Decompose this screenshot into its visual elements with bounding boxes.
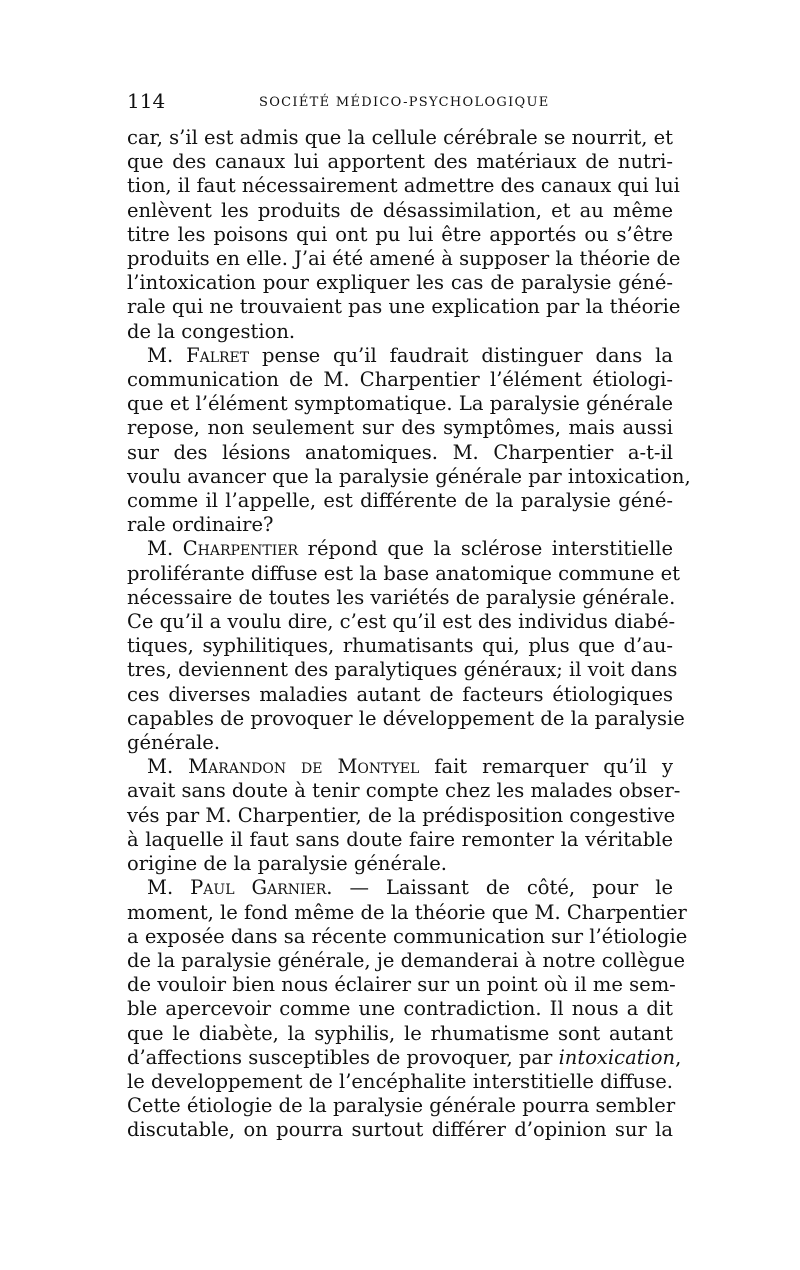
- text-line: [127, 199, 673, 223]
- text-line: [127, 1070, 673, 1094]
- speaker-title: M.: [147, 876, 191, 900]
- line-text: moment, le fond même de la théorie que M. Charpentier: [127, 900, 687, 924]
- speaker-name: Falret: [186, 343, 250, 367]
- text-line: [127, 585, 676, 610]
- line-text: sur des lésions anatomiques. M. Charpentier a-t-il: [127, 440, 673, 464]
- line-text: nécessaire de toutes les variétés de paralysie générale.: [127, 585, 676, 609]
- text-line: [127, 852, 673, 876]
- running-title: SOCIÉTÉ MÉDICO-PSYCHOLOGIQUE: [259, 95, 550, 110]
- text-line: [127, 344, 673, 368]
- text-line: [127, 610, 676, 634]
- line-text: discutable, on pourra surtout différer d’opinion sur la: [127, 1118, 673, 1142]
- text-line: [127, 634, 673, 658]
- line-text: communication de M. Charpentier l’élément étiologi-: [127, 368, 673, 392]
- line-text: Cette étiologie de la paralysie générale pourra sembler: [127, 1094, 676, 1118]
- text-line: [127, 900, 687, 925]
- line-text: le developpement de l’encéphalite interstitielle diffuse.: [127, 1069, 673, 1093]
- text-line: [127, 828, 673, 852]
- text-line: [127, 537, 673, 561]
- line-text: que des canaux lui apportent des matériaux de nutri-: [127, 150, 673, 174]
- line-text: comme il l’appelle, est différente de la paralysie géné-: [127, 489, 673, 513]
- line-text: tion, il faut nécessairement admettre des canaux qui lui: [127, 174, 680, 198]
- text-line: [127, 1045, 682, 1070]
- text-line: [127, 803, 676, 828]
- line-text: rale qui ne trouvaient pas une explication par la théorie: [127, 295, 681, 319]
- speaker-name: Charpentier: [182, 537, 299, 561]
- body-text: [127, 126, 691, 1143]
- line-text: de la paralysie générale, je demanderai à notre collègue: [127, 948, 685, 972]
- line-text: . — Laissant de côté, pour le: [326, 876, 673, 900]
- speaker-title: M.: [147, 755, 189, 779]
- text-line: [127, 416, 673, 440]
- line-text: capables de provoquer le développement de la paralysie: [127, 706, 685, 730]
- text-line: [127, 1118, 673, 1142]
- page-number: 114: [127, 89, 166, 113]
- line-text: ble apercevoir comme une contradiction. Il nous a dit: [127, 997, 673, 1021]
- text-line: [127, 779, 681, 803]
- text-line: [127, 755, 673, 779]
- line-text: vés par M. Charpentier, de la prédisposition congestive: [127, 803, 676, 827]
- line-text: titre les poisons qui ont pu lui être apportés ou s’être: [127, 222, 673, 246]
- line-text: ces diverses maladies autant de facteurs étiologiques: [127, 682, 673, 706]
- speaker-title: M.: [147, 537, 183, 561]
- speaker-name: Marandon de Montyel: [188, 755, 420, 779]
- line-text: que et l’élément symptomatique. La paralysie générale: [127, 392, 673, 416]
- line-text: produits en elle. J’ai été amené à supposer la théorie de: [127, 247, 681, 271]
- text-line: [127, 973, 676, 997]
- text-line: [127, 706, 685, 731]
- text-line: [127, 295, 681, 319]
- line-text: repose, non seulement sur des symptômes, mais aussi: [127, 416, 673, 440]
- text-line: [127, 513, 673, 537]
- line-text: que le diabète, la syphilis, le rhumatisme sont autant: [127, 1021, 673, 1045]
- line-text: de vouloir bien nous éclairer sur un point où il me sem-: [127, 973, 676, 997]
- line-text: car, s’il est admis que la cellule cérébrale se nourrit, et: [127, 126, 673, 149]
- line-text: voulu avancer que la paralysie générale par intoxication,: [127, 464, 691, 488]
- line-text: de la congestion.: [127, 319, 296, 343]
- text-line: [127, 1094, 676, 1118]
- speaker-name: Paul Garnier: [190, 876, 327, 900]
- line-text: d’affections susceptibles de provoquer, par: [127, 1045, 559, 1069]
- line-text: rale ordinaire?: [127, 513, 274, 537]
- line-text: origine de la paralysie générale.: [127, 852, 447, 876]
- line-text: générale.: [127, 731, 221, 755]
- running-head: [127, 86, 673, 116]
- line-text: a exposée dans sa récente communication sur l’étiologie: [127, 924, 688, 948]
- text-line: [127, 126, 673, 150]
- text-line: [127, 948, 685, 973]
- text-line: [127, 223, 673, 247]
- text-line: [127, 924, 688, 949]
- text-line: [127, 150, 673, 174]
- speaker-title: M.: [147, 343, 187, 367]
- text-line: [127, 368, 673, 392]
- text-line: [127, 271, 673, 295]
- line-text: Ce qu’il a voulu dire, c’est qu’il est des individus diabé-: [127, 610, 676, 634]
- line-text: à laquelle il faut sans doute faire remonter la véritable: [127, 827, 673, 851]
- line-text: enlèvent les produits de désassimilation, et au même: [127, 198, 673, 222]
- line-text: l’intoxication pour expliquer les cas de paralysie géné-: [127, 271, 673, 295]
- italic-term: intoxication: [558, 1045, 676, 1069]
- line-text: fait remarquer qu’il y: [419, 755, 673, 779]
- line-text: tiques, syphilitiques, rhumatisants qui, plus que d’au-: [127, 634, 673, 658]
- text-line: [127, 731, 673, 755]
- text-line: [127, 464, 691, 489]
- text-line: [127, 1022, 673, 1046]
- text-line: [127, 441, 673, 465]
- text-line: [127, 683, 673, 707]
- line-text: pense qu’il faudrait distinguer dans la: [249, 343, 673, 367]
- text-line: [127, 658, 678, 682]
- text-line: [127, 489, 673, 513]
- text-line: [127, 561, 680, 586]
- text-line: [127, 174, 680, 198]
- line-text: tres, deviennent des paralytiques généraux; il voit dans: [127, 658, 678, 682]
- line-text: proliférante diffuse est la base anatomique commune et: [127, 561, 680, 585]
- text-line: [127, 997, 673, 1021]
- text-line: [127, 320, 673, 344]
- text-line: [127, 876, 673, 900]
- line-text: avait sans doute à tenir compte chez les malades obser-: [127, 779, 681, 803]
- line-punctuation: ,: [675, 1045, 682, 1069]
- text-line: [127, 392, 673, 416]
- text-line: [127, 247, 681, 271]
- line-text: répond que la sclérose interstitielle: [298, 537, 673, 561]
